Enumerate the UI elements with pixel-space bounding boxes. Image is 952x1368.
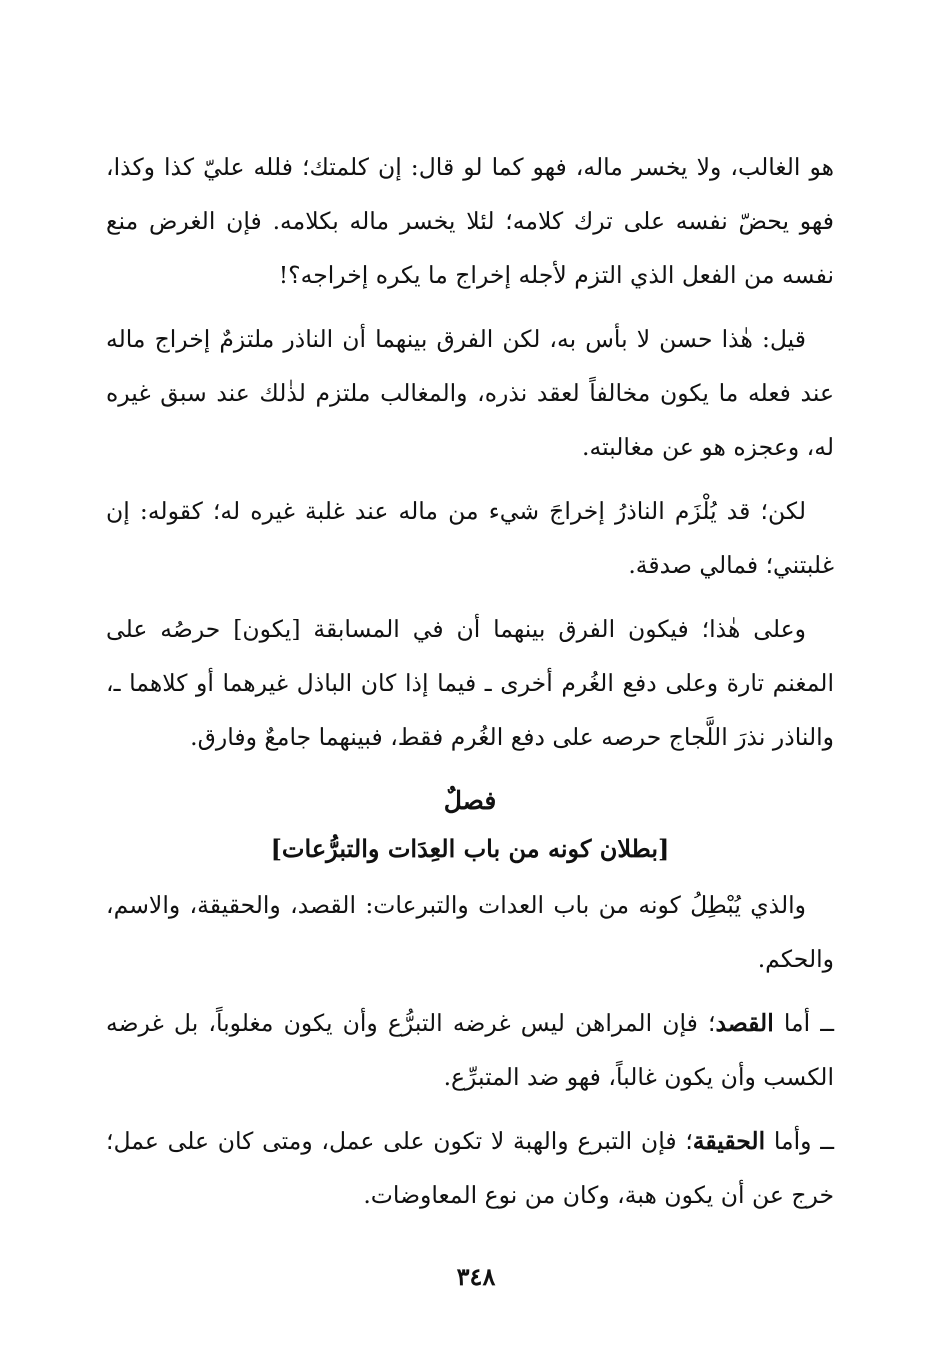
paragraph-exception: لكن؛ قد يُلْزَم الناذرُ إخراجَ شيء من ماله عند غلبة غيره له؛ كقوله: إن غلبتني؛ فمالي صدقة. xyxy=(106,497,834,579)
page-number: ٣٤٨ xyxy=(456,1262,496,1291)
section-heading xyxy=(106,776,834,872)
paragraph-continuation: هو الغالب، ولا يخسر ماله، فهو كما لو قال: إن كلمتك؛ فلله عليّ كذا وكذا، فهو يحضّ نفسه على ترك كلامه؛ لئلا يخسر ماله بكلامه. فإن الغرض منع نفسه من الفعل الذي التزم لأجله إخراج ما يكره إخراجه؟! xyxy=(106,153,834,289)
section-title: فصلٌ xyxy=(443,786,497,815)
qasd-prefix: ــ أما xyxy=(773,1009,834,1037)
haqiqa-term: الحقيقة xyxy=(692,1127,766,1155)
paragraph-difference: وعلى هٰذا؛ فيكون الفرق بينهما أن في المسابقة [يكون] حرصُه على المغنم تارة وعلى دفع الغُرم أخرى ـ فيما إذا كان الباذل غيرهما أو كلاهما ـ، والناذر نذرَ اللَّجاج حرصه على دفع الغُرم فقط، فبينهما جامعٌ وفارق. xyxy=(106,615,834,751)
page-body xyxy=(106,140,834,1232)
paragraph-intro: والذي يُبْطِلُ كونه من باب العدات والتبرعات: القصد، والحقيقة، والاسم، والحكم. xyxy=(106,891,834,973)
paragraph-qasd xyxy=(106,996,834,1104)
paragraph-objection-reply: قيل: هٰذا حسن لا بأس به، لكن الفرق بينهما أن الناذر ملتزمٌ إخراج ماله عند فعله ما يكون مخالفاً لعقد نذره، والمغالب ملتزم لذٰلك عند سبق غيره له، وعجزه هو عن مغالبته. xyxy=(106,325,834,461)
section-subtitle: [بطلان كونه من باب العِدَات والتبرُّعات] xyxy=(270,834,670,863)
qasd-term: القصد xyxy=(715,1009,774,1037)
haqiqa-text: ؛ فإن التبرع والهبة لا تكون على عمل، ومتى كان على عمل؛ خرج عن أن يكون هبة، وكان من نوع المعاوضات. xyxy=(106,1127,834,1209)
paragraph-haqiqa xyxy=(106,1114,834,1222)
qasd-text: ؛ فإن المراهن ليس غرضه التبرُّع وأن يكون مغلوباً، بل غرضه الكسب وأن يكون غالباً، فهو ضد المتبرِّع. xyxy=(106,1009,834,1091)
haqiqa-prefix: ــ وأما xyxy=(765,1127,834,1155)
